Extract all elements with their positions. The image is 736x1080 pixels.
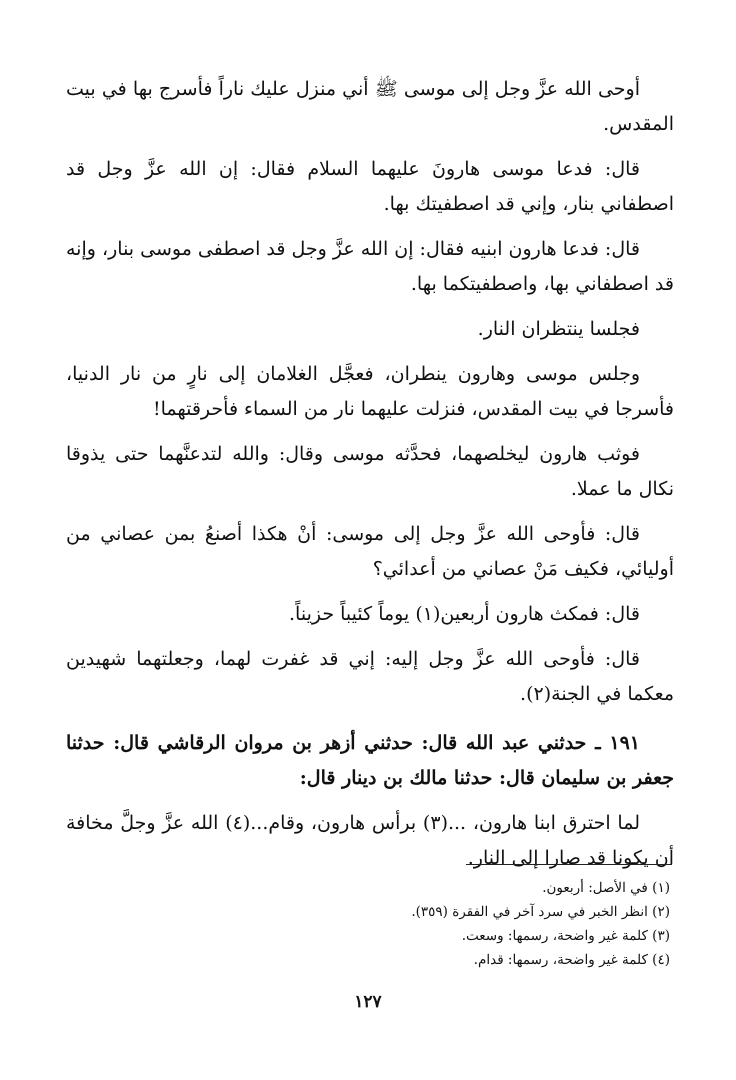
paragraph-9: قال: فأوحى الله عزَّ وجل إليه: إني قد غفرت لهما، وجعلتهما شهيدين معكما في الجنة(٢).: [66, 648, 674, 705]
hadith-chain: ـ حدثني عبد الله قال: حدثني أزهر بن مروان الرقاشي قال: حدثنا جعفر بن سليمان قال: حدثنا مالك بن دينار قال:: [66, 732, 674, 789]
footnote-1: (١) في الأصل: أربعون.: [542, 880, 670, 896]
paragraph-8: قال: فمكث هارون أربعين(١) يوماً كئيباً حزيناً.: [289, 603, 640, 625]
paragraph-final: لما احترق ابنا هارون، ...(٣) برأس هارون، وقام...(٤) الله عزَّ وجلَّ مخافة أن يكونا قد صارا إلى النار.: [66, 812, 674, 869]
paragraph-7: قال: فأوحى الله عزَّ وجل إلى موسى: أنْ هكذا أصنعُ بمن عصاني من أوليائي، فكيف مَنْ عصاني من أعدائي؟: [66, 523, 674, 580]
paragraph-1: أوحى الله عزَّ وجل إلى موسى ﷺ أني منزل عليك ناراً فأسرج بها في بيت المقدس.: [66, 78, 674, 135]
footnote-3: (٣) كلمة غير واضحة، رسمها: وسعت.: [461, 928, 670, 944]
footnote-divider: [466, 864, 672, 865]
paragraph-6: فوثب هارون ليخلصهما، فحدَّثه موسى وقال: والله لتدعنَّهما حتى يذوقا نكال ما عملا.: [66, 443, 674, 500]
footnote-4: (٤) كلمة غير واضحة، رسمها: قدام.: [473, 952, 670, 968]
paragraph-5: وجلس موسى وهارون ينطران، فعجَّل الغلامان إلى نارٍ من نار الدنيا، فأسرجا في بيت المقدس، فنزلت عليهما نار من السماء فأحرقتهما!: [66, 363, 674, 420]
hadith-191: [66, 726, 674, 796]
paragraph-3: قال: فدعا هارون ابنيه فقال: إن الله عزَّ وجل قد اصطفى موسى بنار، وإنه قد اصطفاني بها، واصطفيتكما بها.: [66, 238, 674, 295]
footnotes: [66, 876, 672, 972]
page-number: ١٢٧: [354, 992, 382, 1012]
main-text: [66, 72, 674, 886]
footnote-2: (٢) انظر الخبر في سرد آخر في الفقرة (٣٥٩).: [411, 904, 670, 920]
paragraph-2: قال: فدعا موسى هارونَ عليهما السلام فقال: إن الله عزَّ وجل قد اصطفاني بنار، وإني قد اصطفيتك بها.: [66, 158, 674, 215]
paragraph-4: فجلسا ينتظران النار.: [477, 318, 640, 340]
hadith-number: ١٩١: [609, 732, 640, 754]
